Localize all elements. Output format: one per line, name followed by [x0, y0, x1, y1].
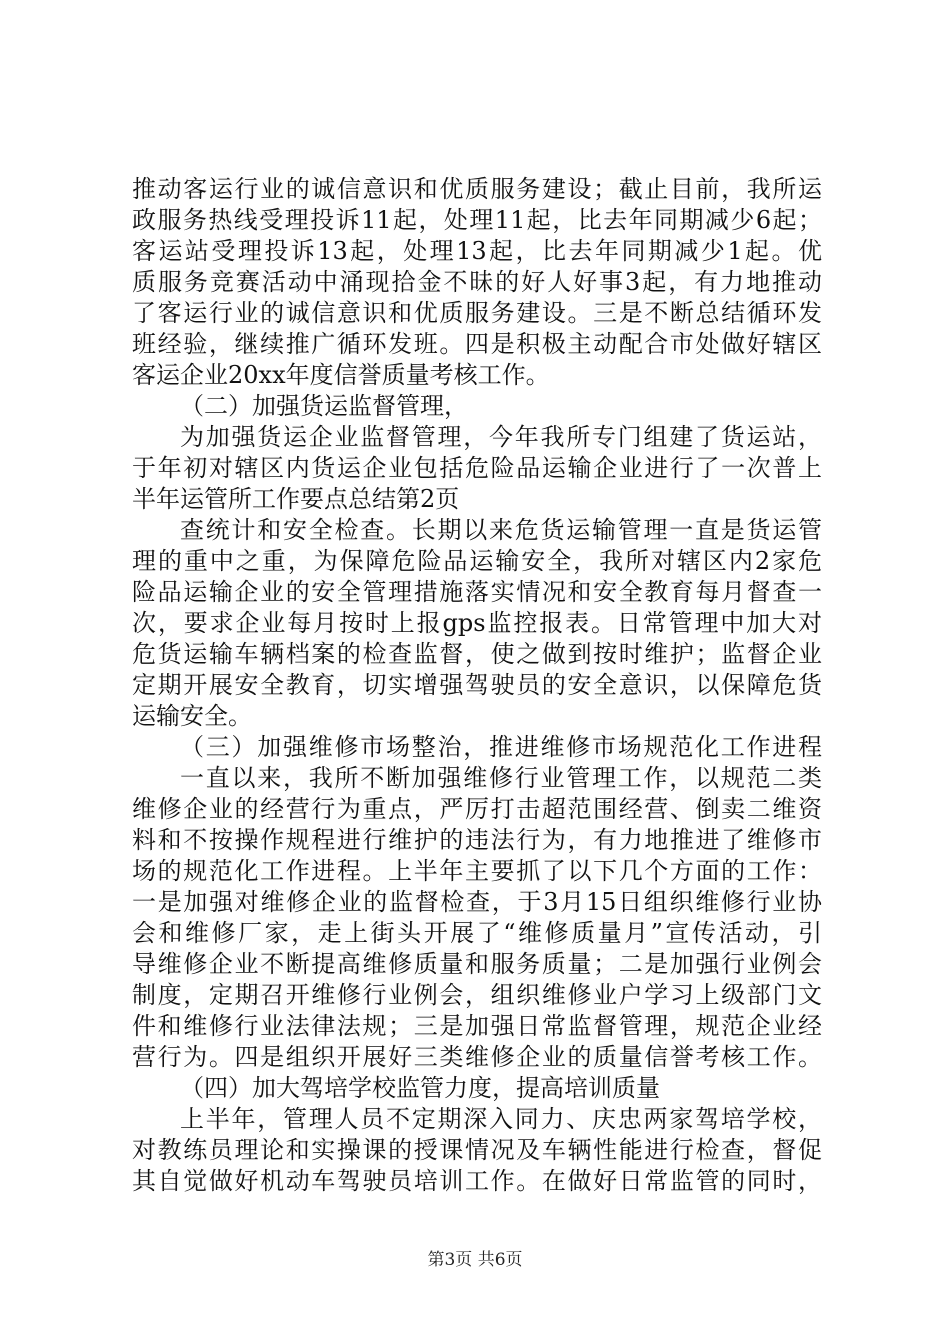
- text-line: 其自觉做好机动车驾驶员培训工作。在做好日常监管的同时，: [132, 1167, 822, 1195]
- text-line: 了客运行业的诚信意识和优质服务建设。三是不断总结循环发: [132, 299, 822, 327]
- document-body: [132, 174, 822, 1197]
- text-line: 定期开展安全教育，切实增强驾驶员的安全意识，以保障危货: [132, 671, 822, 699]
- text-line: 一直以来，我所不断加强维修行业管理工作，以规范二类: [180, 764, 822, 792]
- text-line: 班经验，继续推广循环发班。四是积极主动配合市处做好辖区: [132, 330, 822, 358]
- text-line: 会和维修厂家，走上街头开展了“维修质量月”宣传活动，引: [132, 919, 822, 947]
- text-line: 于年初对辖区内货运企业包括危险品运输企业进行了一次普上: [132, 454, 822, 482]
- text-line: 场的规范化工作进程。上半年主要抓了以下几个方面的工作：: [132, 857, 822, 885]
- text-line: （四）加大驾培学校监管力度，提高培训质量: [180, 1074, 660, 1102]
- text-line: 险品运输企业的安全管理措施落实情况和安全教育每月督查一: [132, 578, 822, 606]
- text-line: 半年运管所工作要点总结第2页: [132, 485, 460, 513]
- text-line: 营行为。四是组织开展好三类维修企业的质量信誉考核工作。: [132, 1043, 822, 1071]
- text-line: 件和维修行业法律法规；三是加强日常监督管理，规范企业经: [132, 1012, 822, 1040]
- text-line: 理的重中之重，为保障危险品运输安全，我所对辖区内2家危: [132, 547, 822, 575]
- text-line: 客运企业20xx年度信誉质量考核工作。: [132, 361, 550, 389]
- text-line: 推动客运行业的诚信意识和优质服务建设；截止目前，我所运: [132, 175, 822, 203]
- text-line: 一是加强对维修企业的监督检查，于3月15日组织维修行业协: [132, 888, 822, 916]
- text-line: 为加强货运企业监督管理，今年我所专门组建了货运站，: [180, 423, 822, 451]
- text-line: （三）加强维修市场整治，推进维修市场规范化工作进程: [180, 733, 822, 761]
- text-line: 料和不按操作规程进行维护的违法行为，有力地推进了维修市: [132, 826, 822, 854]
- text-line: 客运站受理投诉13起，处理13起，比去年同期减少1起。优: [132, 237, 822, 265]
- page-footer: 第3页 共6页: [427, 1250, 523, 1270]
- text-line: 运输安全。: [132, 702, 252, 730]
- text-line: 次，要求企业每月按时上报gps监控报表。日常管理中加大对: [132, 609, 822, 637]
- text-line: 对教练员理论和实操课的授课情况及车辆性能进行检查，督促: [132, 1136, 822, 1164]
- text-line: 导维修企业不断提高维修质量和服务质量；二是加强行业例会: [132, 950, 822, 978]
- text-line: 政服务热线受理投诉11起，处理11起，比去年同期减少6起；: [132, 206, 822, 234]
- text-line: 查统计和安全检查。长期以来危货运输管理一直是货运管: [180, 516, 822, 544]
- text-line: （二）加强货运监督管理，: [180, 392, 468, 420]
- text-line: 维修企业的经营行为重点，严厉打击超范围经营、倒卖二维资: [132, 795, 822, 823]
- text-line: 质服务竞赛活动中涌现拾金不昧的好人好事3起，有力地推动: [132, 268, 822, 296]
- text-line: 危货运输车辆档案的检查监督，使之做到按时维护；监督企业: [132, 640, 822, 668]
- text-line: 制度，定期召开维修行业例会，组织维修业户学习上级部门文: [132, 981, 822, 1009]
- text-line: 上半年，管理人员不定期深入同力、庆忠两家驾培学校，: [180, 1105, 822, 1133]
